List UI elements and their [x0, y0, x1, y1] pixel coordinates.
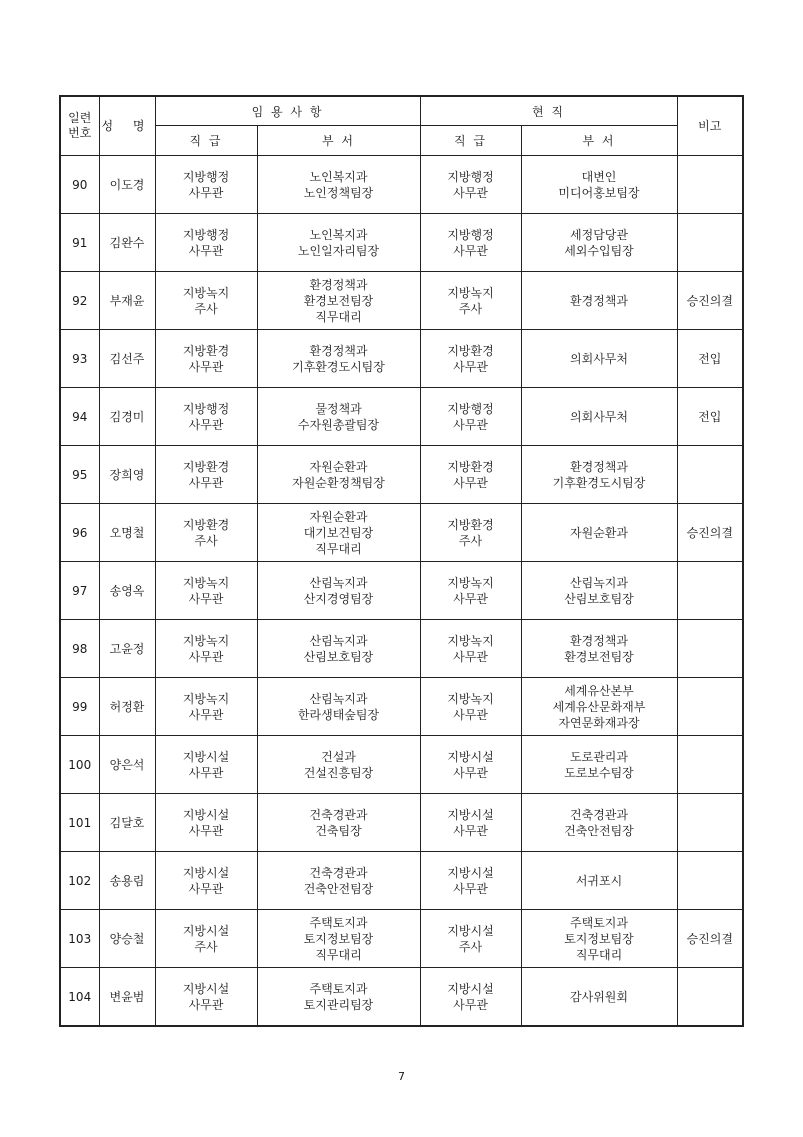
row-appointment-grade: 지방행정 사무관	[155, 156, 257, 214]
row-current-dept: 세정담당관 세외수입팀장	[521, 214, 677, 272]
row-current-dept: 대변인 미디어홍보팀장	[521, 156, 677, 214]
row-appointment-grade: 지방환경 사무관	[155, 330, 257, 388]
row-number: 98	[60, 620, 99, 678]
row-remark: 승진의결	[677, 272, 743, 330]
row-appointment-grade: 지방녹지 사무관	[155, 678, 257, 736]
table-row	[60, 968, 743, 1027]
row-remark: 승진의결	[677, 910, 743, 968]
row-appointment-grade: 지방시설 사무관	[155, 852, 257, 910]
row-current-dept: 세계유산본부 세계유산문화재부 자연문화재과장	[521, 678, 677, 736]
row-current-grade: 지방시설 사무관	[420, 736, 521, 794]
header-current: 현 직	[420, 96, 677, 126]
table-body	[60, 156, 743, 1027]
row-appointment-dept: 건설과 건설진흥팀장	[257, 736, 420, 794]
row-current-dept: 자원순환과	[521, 504, 677, 562]
header-name: 성 명	[99, 96, 155, 156]
table-row	[60, 562, 743, 620]
row-name: 변윤범	[99, 968, 155, 1027]
row-appointment-dept: 노인복지과 노인정책팀장	[257, 156, 420, 214]
row-appointment-grade: 지방환경 사무관	[155, 446, 257, 504]
table-row	[60, 388, 743, 446]
row-number: 96	[60, 504, 99, 562]
row-current-grade: 지방녹지 주사	[420, 272, 521, 330]
row-remark	[677, 678, 743, 736]
row-remark	[677, 214, 743, 272]
row-appointment-grade: 지방행정 사무관	[155, 214, 257, 272]
header-current-dept: 부 서	[521, 126, 677, 156]
row-number: 99	[60, 678, 99, 736]
row-remark	[677, 620, 743, 678]
table-row	[60, 272, 743, 330]
row-number: 97	[60, 562, 99, 620]
row-current-grade: 지방환경 주사	[420, 504, 521, 562]
row-remark: 전입	[677, 330, 743, 388]
row-current-grade: 지방녹지 사무관	[420, 562, 521, 620]
row-name: 송용림	[99, 852, 155, 910]
row-number: 92	[60, 272, 99, 330]
table-row	[60, 620, 743, 678]
row-current-dept: 의회사무처	[521, 388, 677, 446]
row-name: 부재윤	[99, 272, 155, 330]
header-current-grade: 직 급	[420, 126, 521, 156]
row-number: 102	[60, 852, 99, 910]
row-current-grade: 지방행정 사무관	[420, 214, 521, 272]
row-current-dept: 주택토지과 토지정보팀장 직무대리	[521, 910, 677, 968]
row-current-dept: 감사위원회	[521, 968, 677, 1027]
row-current-dept: 산림녹지과 산림보호팀장	[521, 562, 677, 620]
row-appointment-dept: 환경정책과 환경보전팀장 직무대리	[257, 272, 420, 330]
row-number: 104	[60, 968, 99, 1027]
row-appointment-dept: 산림녹지과 산림보호팀장	[257, 620, 420, 678]
row-current-dept: 의회사무처	[521, 330, 677, 388]
row-remark	[677, 794, 743, 852]
row-name: 김달호	[99, 794, 155, 852]
row-appointment-grade: 지방시설 주사	[155, 910, 257, 968]
row-number: 93	[60, 330, 99, 388]
header-appointment-dept: 부 서	[257, 126, 420, 156]
row-current-grade: 지방행정 사무관	[420, 388, 521, 446]
table-row	[60, 156, 743, 214]
row-current-dept: 도로관리과 도로보수팀장	[521, 736, 677, 794]
row-appointment-grade: 지방녹지 사무관	[155, 620, 257, 678]
row-current-grade: 지방녹지 사무관	[420, 678, 521, 736]
row-appointment-grade: 지방시설 사무관	[155, 968, 257, 1027]
row-name: 송영옥	[99, 562, 155, 620]
row-name: 김완수	[99, 214, 155, 272]
row-number: 90	[60, 156, 99, 214]
row-name: 양은석	[99, 736, 155, 794]
table-row	[60, 214, 743, 272]
row-name: 장희영	[99, 446, 155, 504]
row-appointment-dept: 물정책과 수자원총괄팀장	[257, 388, 420, 446]
row-current-grade: 지방시설 주사	[420, 910, 521, 968]
row-appointment-grade: 지방시설 사무관	[155, 794, 257, 852]
header-appointment: 임 용 사 항	[155, 96, 420, 126]
header-seq: 일련 번호	[60, 96, 99, 156]
row-remark: 승진의결	[677, 504, 743, 562]
row-appointment-dept: 건축경관과 건축팀장	[257, 794, 420, 852]
table-row	[60, 678, 743, 736]
row-appointment-grade: 지방녹지 주사	[155, 272, 257, 330]
row-appointment-dept: 산림녹지과 산지경영팀장	[257, 562, 420, 620]
row-current-grade: 지방시설 사무관	[420, 968, 521, 1027]
row-number: 101	[60, 794, 99, 852]
row-remark	[677, 852, 743, 910]
row-number: 94	[60, 388, 99, 446]
row-remark	[677, 156, 743, 214]
row-remark	[677, 446, 743, 504]
row-remark	[677, 968, 743, 1027]
row-name: 김경미	[99, 388, 155, 446]
page-number: 7	[398, 1070, 405, 1083]
row-current-grade: 지방시설 사무관	[420, 794, 521, 852]
table-row	[60, 736, 743, 794]
row-appointment-dept: 환경정책과 기후환경도시팀장	[257, 330, 420, 388]
row-appointment-dept: 주택토지과 토지정보팀장 직무대리	[257, 910, 420, 968]
table-row	[60, 446, 743, 504]
header-appointment-grade: 직 급	[155, 126, 257, 156]
header-remark: 비고	[677, 96, 743, 156]
row-current-dept: 건축경관과 건축안전팀장	[521, 794, 677, 852]
row-remark	[677, 736, 743, 794]
row-name: 고윤정	[99, 620, 155, 678]
row-current-grade: 지방행정 사무관	[420, 156, 521, 214]
row-remark: 전입	[677, 388, 743, 446]
row-name: 양승철	[99, 910, 155, 968]
row-current-dept: 환경정책과 환경보전팀장	[521, 620, 677, 678]
row-number: 100	[60, 736, 99, 794]
row-current-grade: 지방환경 사무관	[420, 446, 521, 504]
row-appointment-grade: 지방시설 사무관	[155, 736, 257, 794]
row-appointment-dept: 자원순환과 대기보건팀장 직무대리	[257, 504, 420, 562]
row-appointment-grade: 지방환경 주사	[155, 504, 257, 562]
table-row	[60, 852, 743, 910]
row-remark	[677, 562, 743, 620]
row-current-grade: 지방녹지 사무관	[420, 620, 521, 678]
row-current-dept: 서귀포시	[521, 852, 677, 910]
table-row	[60, 330, 743, 388]
row-appointment-dept: 주택토지과 토지관리팀장	[257, 968, 420, 1027]
table-row	[60, 910, 743, 968]
row-appointment-grade: 지방행정 사무관	[155, 388, 257, 446]
row-name: 김선주	[99, 330, 155, 388]
table-row	[60, 504, 743, 562]
row-number: 91	[60, 214, 99, 272]
row-current-grade: 지방시설 사무관	[420, 852, 521, 910]
row-current-grade: 지방환경 사무관	[420, 330, 521, 388]
row-current-dept: 환경정책과 기후환경도시팀장	[521, 446, 677, 504]
row-number: 95	[60, 446, 99, 504]
appointment-table	[59, 95, 744, 1027]
row-current-dept: 환경정책과	[521, 272, 677, 330]
row-appointment-dept: 자원순환과 자원순환정책팀장	[257, 446, 420, 504]
row-appointment-dept: 산림녹지과 한라생태숲팀장	[257, 678, 420, 736]
row-name: 오명철	[99, 504, 155, 562]
table-row	[60, 794, 743, 852]
row-name: 허정환	[99, 678, 155, 736]
row-number: 103	[60, 910, 99, 968]
row-appointment-dept: 건축경관과 건축안전팀장	[257, 852, 420, 910]
row-name: 이도경	[99, 156, 155, 214]
row-appointment-dept: 노인복지과 노인일자리팀장	[257, 214, 420, 272]
row-appointment-grade: 지방녹지 사무관	[155, 562, 257, 620]
